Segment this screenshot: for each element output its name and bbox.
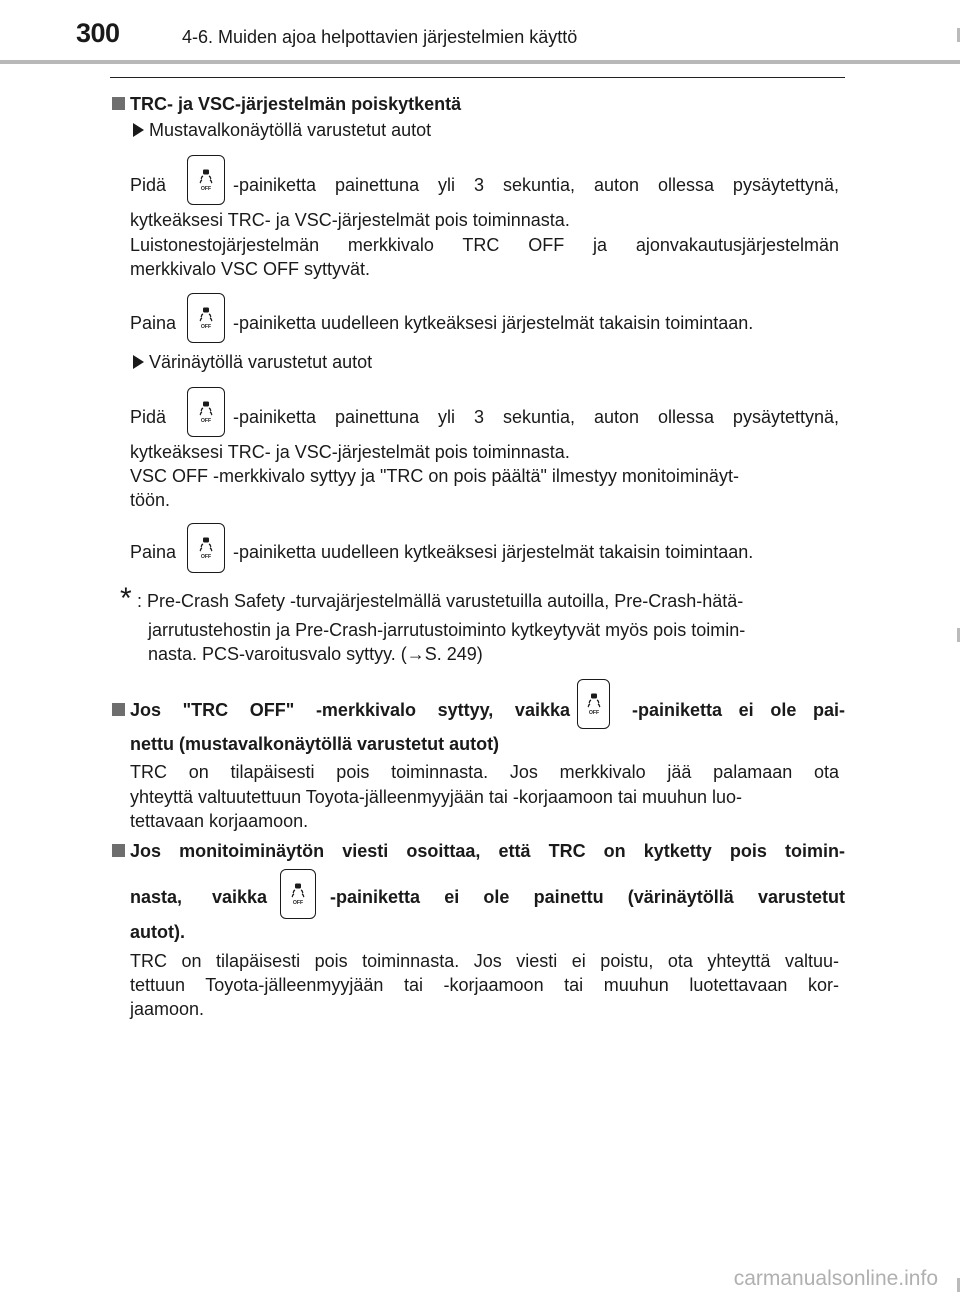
section-heading: Jos "TRC OFF" -merkkivalo syttyy, vaikka xyxy=(130,700,570,720)
triangle-bullet-icon xyxy=(133,355,144,369)
paragraph-text: tettuun Toyota-jälleenmyyjään tai -korjaamoon tai muuhun luotettavaan kor- xyxy=(130,975,839,995)
vsc-off-button-icon xyxy=(187,155,225,205)
svg-text:OFF: OFF xyxy=(588,710,599,715)
vsc-off-button-icon xyxy=(187,523,225,573)
paragraph-text: yhteyttä valtuutettuun Toyota-jälleenmyyjään tai -korjaamoon tai muuhun luo- xyxy=(130,787,743,807)
paragraph-text: Paina xyxy=(130,313,177,333)
section-heading: nasta, vaikka xyxy=(130,887,267,907)
paragraph-text: -painiketta painettuna yli 3 sekuntia, auton ollessa pysäytettynä, xyxy=(233,175,839,195)
footnote-marker: * xyxy=(120,582,132,615)
page-number: 300 xyxy=(76,18,120,48)
svg-text:OFF: OFF xyxy=(200,186,212,191)
subsection-label: Mustavalkonäytöllä varustetut autot xyxy=(149,120,432,140)
footnote-text: jarrutustehostin ja Pre-Crash-jarrutustoiminto kytkeytyvät myös pois toimin- xyxy=(148,620,746,640)
section-heading: nettu (mustavalkonäytöllä varustetut autot) xyxy=(130,734,500,754)
paragraph-text: Pidä xyxy=(130,407,167,427)
square-bullet-icon xyxy=(112,97,125,110)
vsc-off-button-icon xyxy=(280,869,316,919)
paragraph-text: Luistonestojärjestelmän merkkivalo TRC OFF ja ajonvakautusjärjestelmän xyxy=(130,235,839,255)
square-bullet-icon xyxy=(112,844,125,857)
paragraph-text: Paina xyxy=(130,542,177,562)
triangle-bullet-icon xyxy=(133,123,144,137)
vsc-off-button-icon xyxy=(187,293,225,343)
header-bar xyxy=(0,60,960,64)
footnote-text: nasta. PCS-varoitusvalo syttyy. (→S. 249) xyxy=(148,644,483,664)
paragraph-text: tettavaan korjaamoon. xyxy=(130,811,309,831)
section-rule xyxy=(110,77,845,78)
paragraph-text: -painiketta painettuna yli 3 sekuntia, auton ollessa pysäytettynä, xyxy=(233,407,839,427)
watermark: carmanualsonline.info xyxy=(733,1267,938,1290)
paragraph-text: Pidä xyxy=(130,175,167,195)
paragraph-text: merkkivalo VSC OFF syttyvät. xyxy=(130,259,371,279)
svg-text:OFF: OFF xyxy=(200,554,212,559)
paragraph-text: -painiketta uudelleen kytkeäksesi järjestelmät takaisin toimintaan. xyxy=(233,542,754,562)
svg-text:OFF: OFF xyxy=(292,900,304,905)
paragraph-text: jaamoon. xyxy=(130,999,205,1019)
section-heading: Jos monitoiminäytön viesti osoittaa, että TRC on kytketty pois toimin- xyxy=(130,841,845,861)
vsc-off-button-icon xyxy=(187,387,225,437)
paragraph-text: kytkeäksesi TRC- ja VSC-järjestelmät pois toiminnasta. xyxy=(130,210,570,230)
square-bullet-icon xyxy=(112,703,125,716)
paragraph-text: -painiketta uudelleen kytkeäksesi järjestelmät takaisin toimintaan. xyxy=(233,313,754,333)
paragraph-text: töön. xyxy=(130,490,171,510)
section-heading: -painiketta ei ole pai- xyxy=(632,700,845,720)
section-heading: autot). xyxy=(130,922,185,942)
paragraph-text: kytkeäksesi TRC- ja VSC-järjestelmät pois toiminnasta. xyxy=(130,442,570,462)
header-title: 4-6. Muiden ajoa helpottavien järjestelmien käyttö xyxy=(182,27,578,47)
subsection-label: Värinäytöllä varustetut autot xyxy=(149,352,373,372)
vsc-off-button-icon xyxy=(577,679,610,729)
svg-text:OFF: OFF xyxy=(200,418,212,423)
footnote-text: : Pre-Crash Safety -turvajärjestelmällä varustetuilla autoilla, Pre-Crash-hätä- xyxy=(137,591,744,611)
section-heading: -painiketta ei ole painettu (värinäytöllä varustetut xyxy=(330,887,845,907)
section-heading: TRC- ja VSC-järjestelmän poiskytkentä xyxy=(130,94,462,114)
paragraph-text: TRC on tilapäisesti pois toiminnasta. Jos merkkivalo jää palamaan ota xyxy=(130,762,839,782)
paragraph-text: VSC OFF -merkkivalo syttyy ja "TRC on pois päältä" ilmestyy monitoiminäyt- xyxy=(130,466,739,486)
paragraph-text: TRC on tilapäisesti pois toiminnasta. Jos viesti ei poistu, ota yhteyttä valtuu- xyxy=(130,951,839,971)
svg-text:OFF: OFF xyxy=(200,324,212,329)
